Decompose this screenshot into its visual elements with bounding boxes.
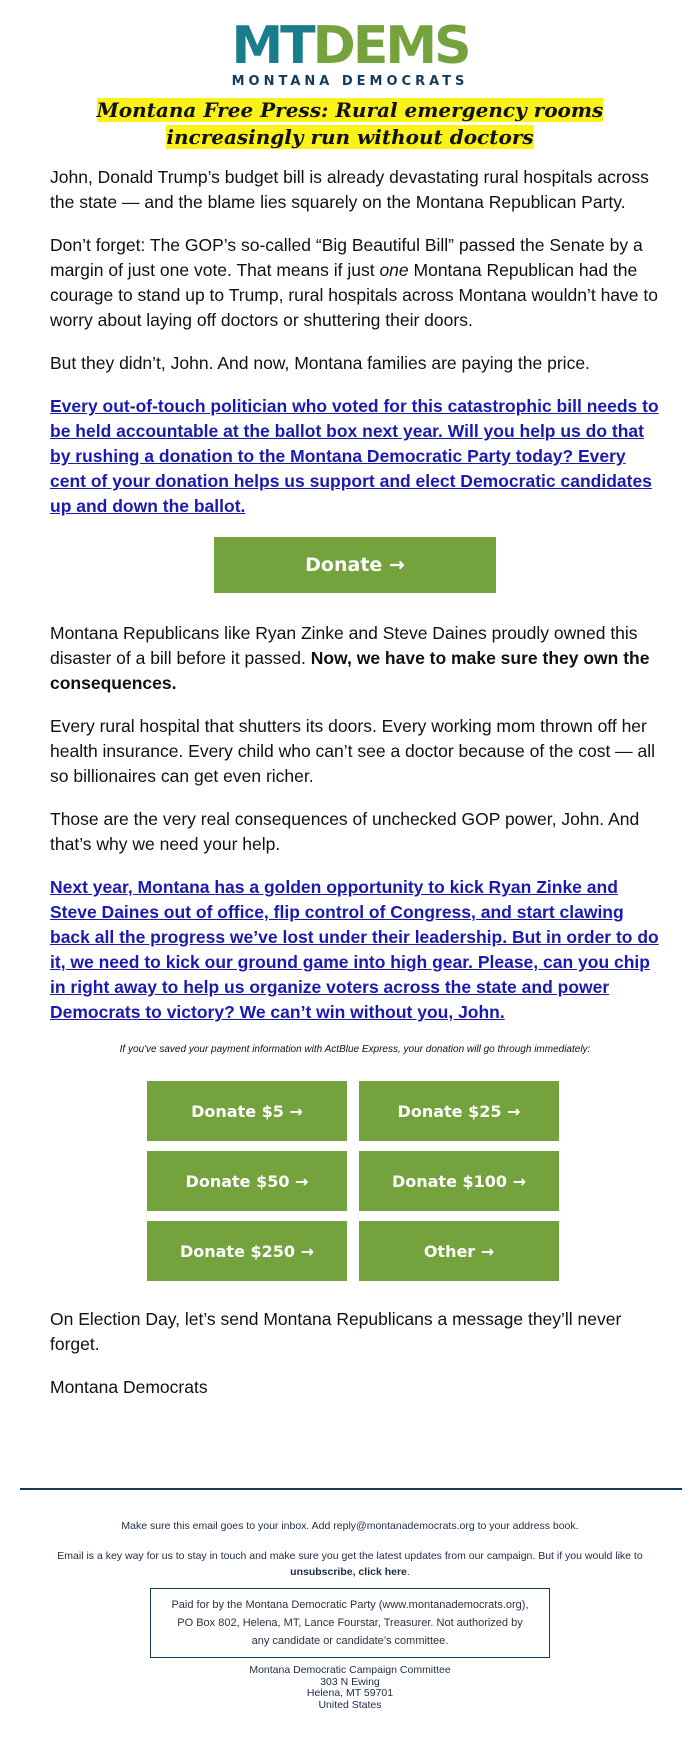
donation-link-accountable[interactable]: Every out-of-touch politician who voted for this catastrophic bill needs to be held accountable at the ballot box next year. Will you help us do that by rushing a donation to the Montana Democratic Party today? Every cent of your donation helps us support and elect Democratic candidates up and down the ballot.: [50, 396, 659, 516]
mailing-address: [40, 1665, 660, 1711]
stay-in-touch-note: [40, 1548, 660, 1580]
paid-for-box: Paid for by the Montana Democratic Party (www.montanademocrats.org), PO Box 802, Helena, MT, Lance Fourstar, Treasurer. Not authorized by any candidate or candidate’s committee.: [150, 1588, 550, 1658]
actblue-express-note: If you've saved your payment information with ActBlue Express, your donation will go through immediately:: [119, 1044, 591, 1055]
p4-text: Montana Republicans like Ryan Zinke and Steve Daines proudly owned this disaster of a bill before it passed.: [50, 623, 638, 668]
stay-note-text: Email is a key way for us to stay in touch and make sure you get the latest updates from our campaign. But if you would like to: [57, 1550, 643, 1562]
unsubscribe-link[interactable]: unsubscribe, click here: [290, 1566, 407, 1578]
donate-250-button[interactable]: Donate $250 →: [147, 1221, 347, 1281]
paragraph-need-help: Those are the very real consequences of unchecked GOP power, John. And that’s why we need your help.: [50, 809, 640, 854]
donate-5-button[interactable]: Donate $5 →: [147, 1081, 347, 1141]
address-org: Montana Democratic Campaign Committee: [249, 1664, 451, 1676]
logo-dems: DEMS: [312, 16, 469, 76]
logo-subtitle: MONTANA DEMOCRATS: [231, 74, 469, 89]
footer-divider: [20, 1488, 682, 1490]
donate-25-button[interactable]: Donate $25 →: [359, 1081, 559, 1141]
address-country: United States: [318, 1698, 382, 1711]
paragraph-election-day: On Election Day, let’s send Montana Republicans a message they’ll never forget.: [50, 1309, 622, 1354]
paragraph-price: But they didn’t, John. And now, Montana families are paying the price.: [50, 353, 590, 373]
logo-wordmark: [0, 16, 700, 76]
footer: [40, 1518, 660, 1711]
inbox-note: Make sure this email goes to your inbox. Add reply@montanademocrats.org to your address book.: [121, 1520, 579, 1532]
address-street: 303 N Ewing: [320, 1675, 380, 1688]
stay-note-end: .: [406, 1566, 410, 1578]
headline-text: Montana Free Press: Rural emergency rooms increasingly run without doctors: [96, 98, 604, 149]
p2-part-b: Montana Republican had the courage to stand up to Trump, rural hospitals across Montana wouldn’t have to worry about laying off doctors or shuttering their doors.: [50, 260, 658, 330]
p2-part-a: Don’t forget: The GOP’s so-called “Big Beautiful Bill” passed the Senate by a margin of just one vote. That means if just: [50, 235, 643, 280]
paragraph-intro: John, Donald Trump’s budget bill is already devastating rural hospitals across the state — and the blame lies squarely on the Montana Republican Party.: [50, 167, 649, 212]
email-body: [50, 165, 660, 1418]
p4-bold: Now, we have to make sure they own the consequences.: [50, 648, 650, 693]
paragraph-consequences: Every rural hospital that shutters its doors. Every working mom thrown off her health insurance. Every child who can’t see a doctor because of the cost — all so billionaires can get even richer.: [50, 716, 656, 786]
mtdems-logo[interactable]: [0, 16, 700, 89]
donate-button[interactable]: Donate →: [214, 537, 496, 593]
donate-100-button[interactable]: Donate $100 →: [359, 1151, 559, 1211]
address-city: Helena, MT 59701: [306, 1687, 394, 1699]
signature: Montana Democrats: [50, 1377, 208, 1397]
headline: [60, 97, 640, 151]
donate-50-button[interactable]: Donate $50 →: [147, 1151, 347, 1211]
paragraph-republicans: [50, 621, 660, 696]
p2-emphasis: one: [379, 260, 409, 280]
donate-amount-grid: [147, 1081, 563, 1281]
logo-mt: MT: [231, 16, 313, 76]
donation-link-opportunity[interactable]: Next year, Montana has a golden opportunity to kick Ryan Zinke and Steve Daines out of office, flip control of Congress, and start clawing back all the progress we’ve lost under their leadership. But in order to do it, we need to kick our ground game into high gear. Please, can you chip in right away to help us organize voters across the state and power Democrats to victory? We can’t win without you, John.: [50, 877, 659, 1022]
donate-other-button[interactable]: Other →: [359, 1221, 559, 1281]
paragraph-big-bill: [50, 233, 660, 333]
